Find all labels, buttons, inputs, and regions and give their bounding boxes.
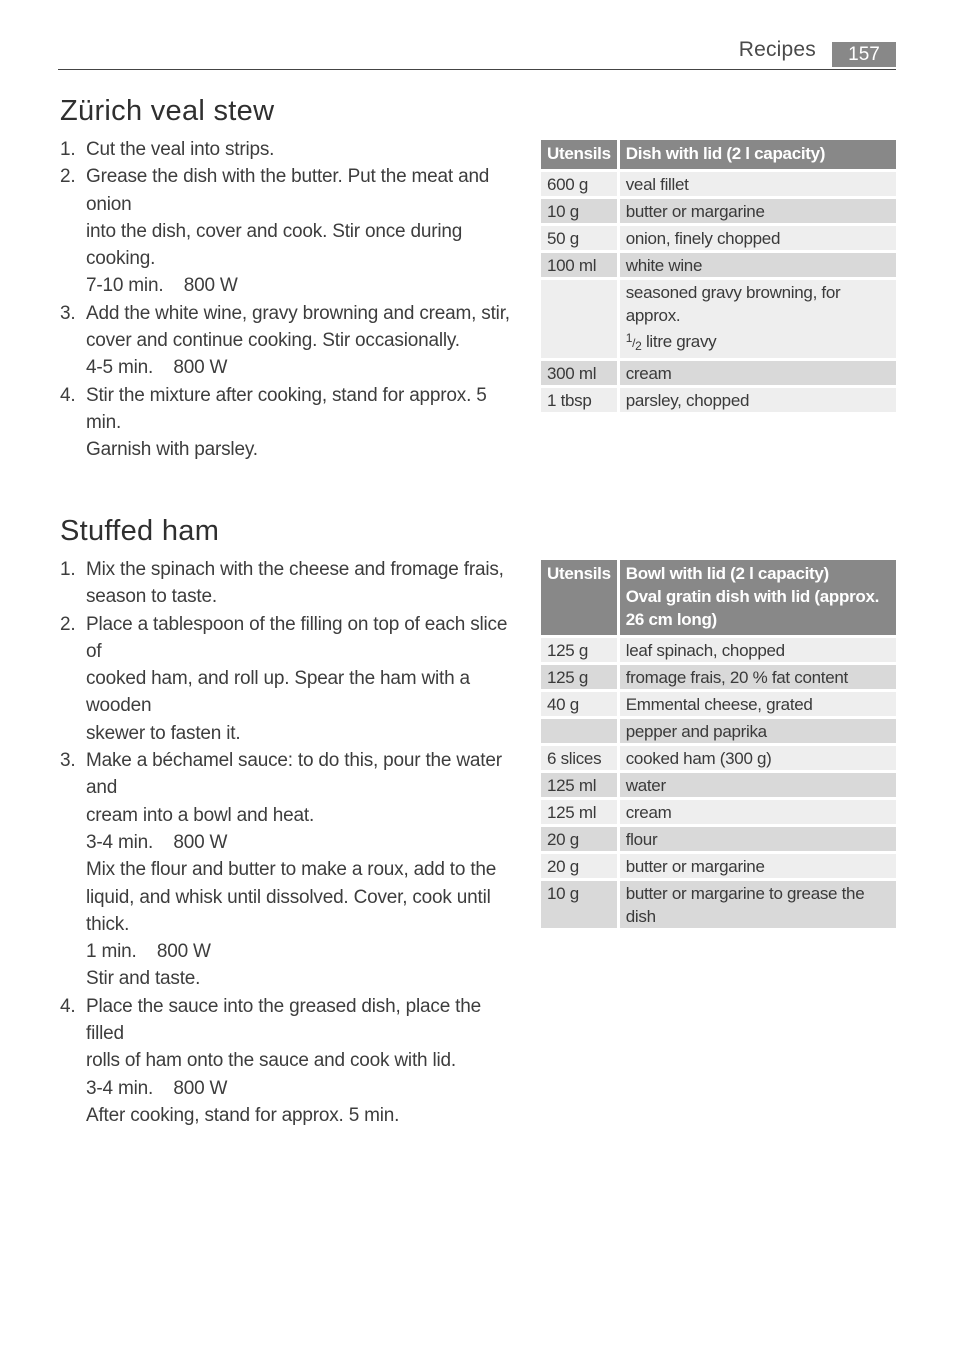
ingredient-cell: butter or margarine to grease the dish xyxy=(620,881,896,928)
quantity-cell: 6 slices xyxy=(541,746,620,770)
table-row xyxy=(541,881,896,928)
quantity-cell: 20 g xyxy=(541,827,620,851)
step-number: 1. xyxy=(60,559,76,580)
table-row xyxy=(541,199,896,223)
step-text: Stir the mixture after cooking, stand for approx. 5 min. xyxy=(86,384,487,433)
ingredient-cell: fromage frais, 20 % fat content xyxy=(620,665,896,689)
quantity-cell: 10 g xyxy=(541,199,620,223)
table-row xyxy=(541,280,896,358)
table-row xyxy=(541,854,896,878)
step-text: Mix the spinach with the cheese and fromage frais, xyxy=(86,559,504,580)
ingredient-cell: butter or margarine xyxy=(620,199,896,223)
step-timing: 1 min. 800 W xyxy=(86,941,211,963)
ingredient-cell: cream xyxy=(620,361,896,385)
page-number: 157 xyxy=(832,42,896,67)
step-timing: 4-5 min. 800 W xyxy=(86,357,228,379)
step-text: season to taste. xyxy=(86,586,217,608)
step-text: into the dish, cover and cook. Stir once during cooking. xyxy=(86,220,463,270)
ingredient-cell: parsley, chopped xyxy=(620,388,896,412)
ingredient-text: seasoned gravy browning, for approx. xyxy=(625,283,841,325)
step-timing: 3-4 min. 800 W xyxy=(86,831,228,853)
step-text: Make a béchamel sauce: to do this, pour the water and xyxy=(86,750,502,799)
table-row xyxy=(541,226,896,250)
table-row xyxy=(541,746,896,770)
step-timing: 3-4 min. 800 W xyxy=(86,1077,228,1099)
quantity-cell: 40 g xyxy=(541,692,620,716)
step-item xyxy=(60,382,520,464)
step-text: Place a tablespoon of the filling on top of each slice of xyxy=(86,613,508,662)
ingredient-cell: Emmental cheese, grated xyxy=(620,692,896,716)
quantity-cell: 125 ml xyxy=(541,800,620,824)
step-text: cooked ham, and roll up. Spear the ham with a wooden xyxy=(86,668,470,717)
quantity-cell xyxy=(541,719,620,743)
ingredient-cell: water xyxy=(620,773,896,797)
step-text: rolls of ham onto the sauce and cook with lid. xyxy=(86,1050,456,1072)
quantity-cell: 125 ml xyxy=(541,773,620,797)
ingredient-cell: white wine xyxy=(620,253,896,277)
step-text: cream into a bowl and heat. xyxy=(86,804,315,826)
table-row xyxy=(541,361,896,385)
step-item xyxy=(60,611,520,747)
step-number: 1. xyxy=(60,139,76,160)
quantity-cell: 10 g xyxy=(541,881,620,928)
table-row xyxy=(541,719,896,743)
step-number: 3. xyxy=(60,750,76,772)
step-text: After cooking, stand for approx. 5 min. xyxy=(86,1104,400,1126)
quantity-cell: 100 ml xyxy=(541,253,620,277)
table-row xyxy=(541,172,896,196)
table-row xyxy=(541,665,896,689)
step-text: Stir and taste. xyxy=(86,968,201,990)
step-text: cover and continue cooking. Stir occasionally. xyxy=(86,330,460,352)
header-rule xyxy=(58,69,896,70)
recipe-steps xyxy=(60,556,520,1129)
section-title: Recipes xyxy=(738,38,816,61)
table-row xyxy=(541,253,896,277)
recipe-title: Zürich veal stew xyxy=(60,95,275,127)
ingredient-cell: onion, finely chopped xyxy=(620,226,896,250)
step-text: Mix the flour and butter to make a roux, add to the xyxy=(86,859,497,881)
utensils-label: Utensils xyxy=(541,560,620,635)
table-header-row xyxy=(541,560,896,635)
ingredient-cell: cooked ham (300 g) xyxy=(620,746,896,770)
step-text: Garnish with parsley. xyxy=(86,439,258,461)
ingredient-cell: veal fillet xyxy=(620,172,896,196)
recipe-title: Stuffed ham xyxy=(60,515,220,547)
step-item xyxy=(60,136,520,163)
table-row xyxy=(541,827,896,851)
table-row xyxy=(541,800,896,824)
table-row xyxy=(541,638,896,662)
step-text: Cut the veal into strips. xyxy=(86,139,275,160)
step-text: liquid, and whisk until dissolved. Cover, cook until thick. xyxy=(86,886,491,935)
recipe-steps xyxy=(60,136,520,464)
quantity-cell: 1 tbsp xyxy=(541,388,620,412)
utensils-value: Bowl with lid (2 l capacity) Oval gratin dish with lid (approx. 26 cm long) xyxy=(620,560,896,635)
step-text: Add the white wine, gravy browning and cream, stir, xyxy=(86,302,510,324)
step-item xyxy=(60,300,520,382)
quantity-cell: 20 g xyxy=(541,854,620,878)
ingredients-table xyxy=(541,137,896,415)
step-number: 4. xyxy=(60,995,76,1017)
ingredient-cell xyxy=(620,280,896,358)
ingredient-cell: pepper and paprika xyxy=(620,719,896,743)
quantity-cell: 300 ml xyxy=(541,361,620,385)
utensils-value: Dish with lid (2 l capacity) xyxy=(620,140,896,169)
quantity-cell: 50 g xyxy=(541,226,620,250)
ingredient-cell: leaf spinach, chopped xyxy=(620,638,896,662)
step-item xyxy=(60,993,520,1129)
step-number: 2. xyxy=(60,166,76,188)
table-row xyxy=(541,692,896,716)
utensils-label: Utensils xyxy=(541,140,620,169)
quantity-cell xyxy=(541,280,620,358)
ingredient-text: $^1$/2 litre gravy xyxy=(625,331,717,353)
step-text: skewer to fasten it. xyxy=(86,722,241,744)
quantity-cell: 125 g xyxy=(541,665,620,689)
quantity-cell: 125 g xyxy=(541,638,620,662)
ingredient-cell: flour xyxy=(620,827,896,851)
table-row xyxy=(541,388,896,412)
step-item xyxy=(60,747,520,993)
step-text: Place the sauce into the greased dish, place the filled xyxy=(86,995,481,1045)
step-item xyxy=(60,163,520,299)
step-item xyxy=(60,556,520,611)
table-row xyxy=(541,773,896,797)
step-timing: 7-10 min. 800 W xyxy=(86,275,238,297)
table-header-row xyxy=(541,140,896,169)
ingredient-cell: butter or margarine xyxy=(620,854,896,878)
quantity-cell: 600 g xyxy=(541,172,620,196)
ingredient-cell: cream xyxy=(620,800,896,824)
step-number: 4. xyxy=(60,384,76,406)
step-number: 2. xyxy=(60,613,76,635)
step-text: Grease the dish with the butter. Put the meat and onion xyxy=(86,166,490,215)
step-number: 3. xyxy=(60,302,76,324)
ingredients-table xyxy=(541,557,896,931)
